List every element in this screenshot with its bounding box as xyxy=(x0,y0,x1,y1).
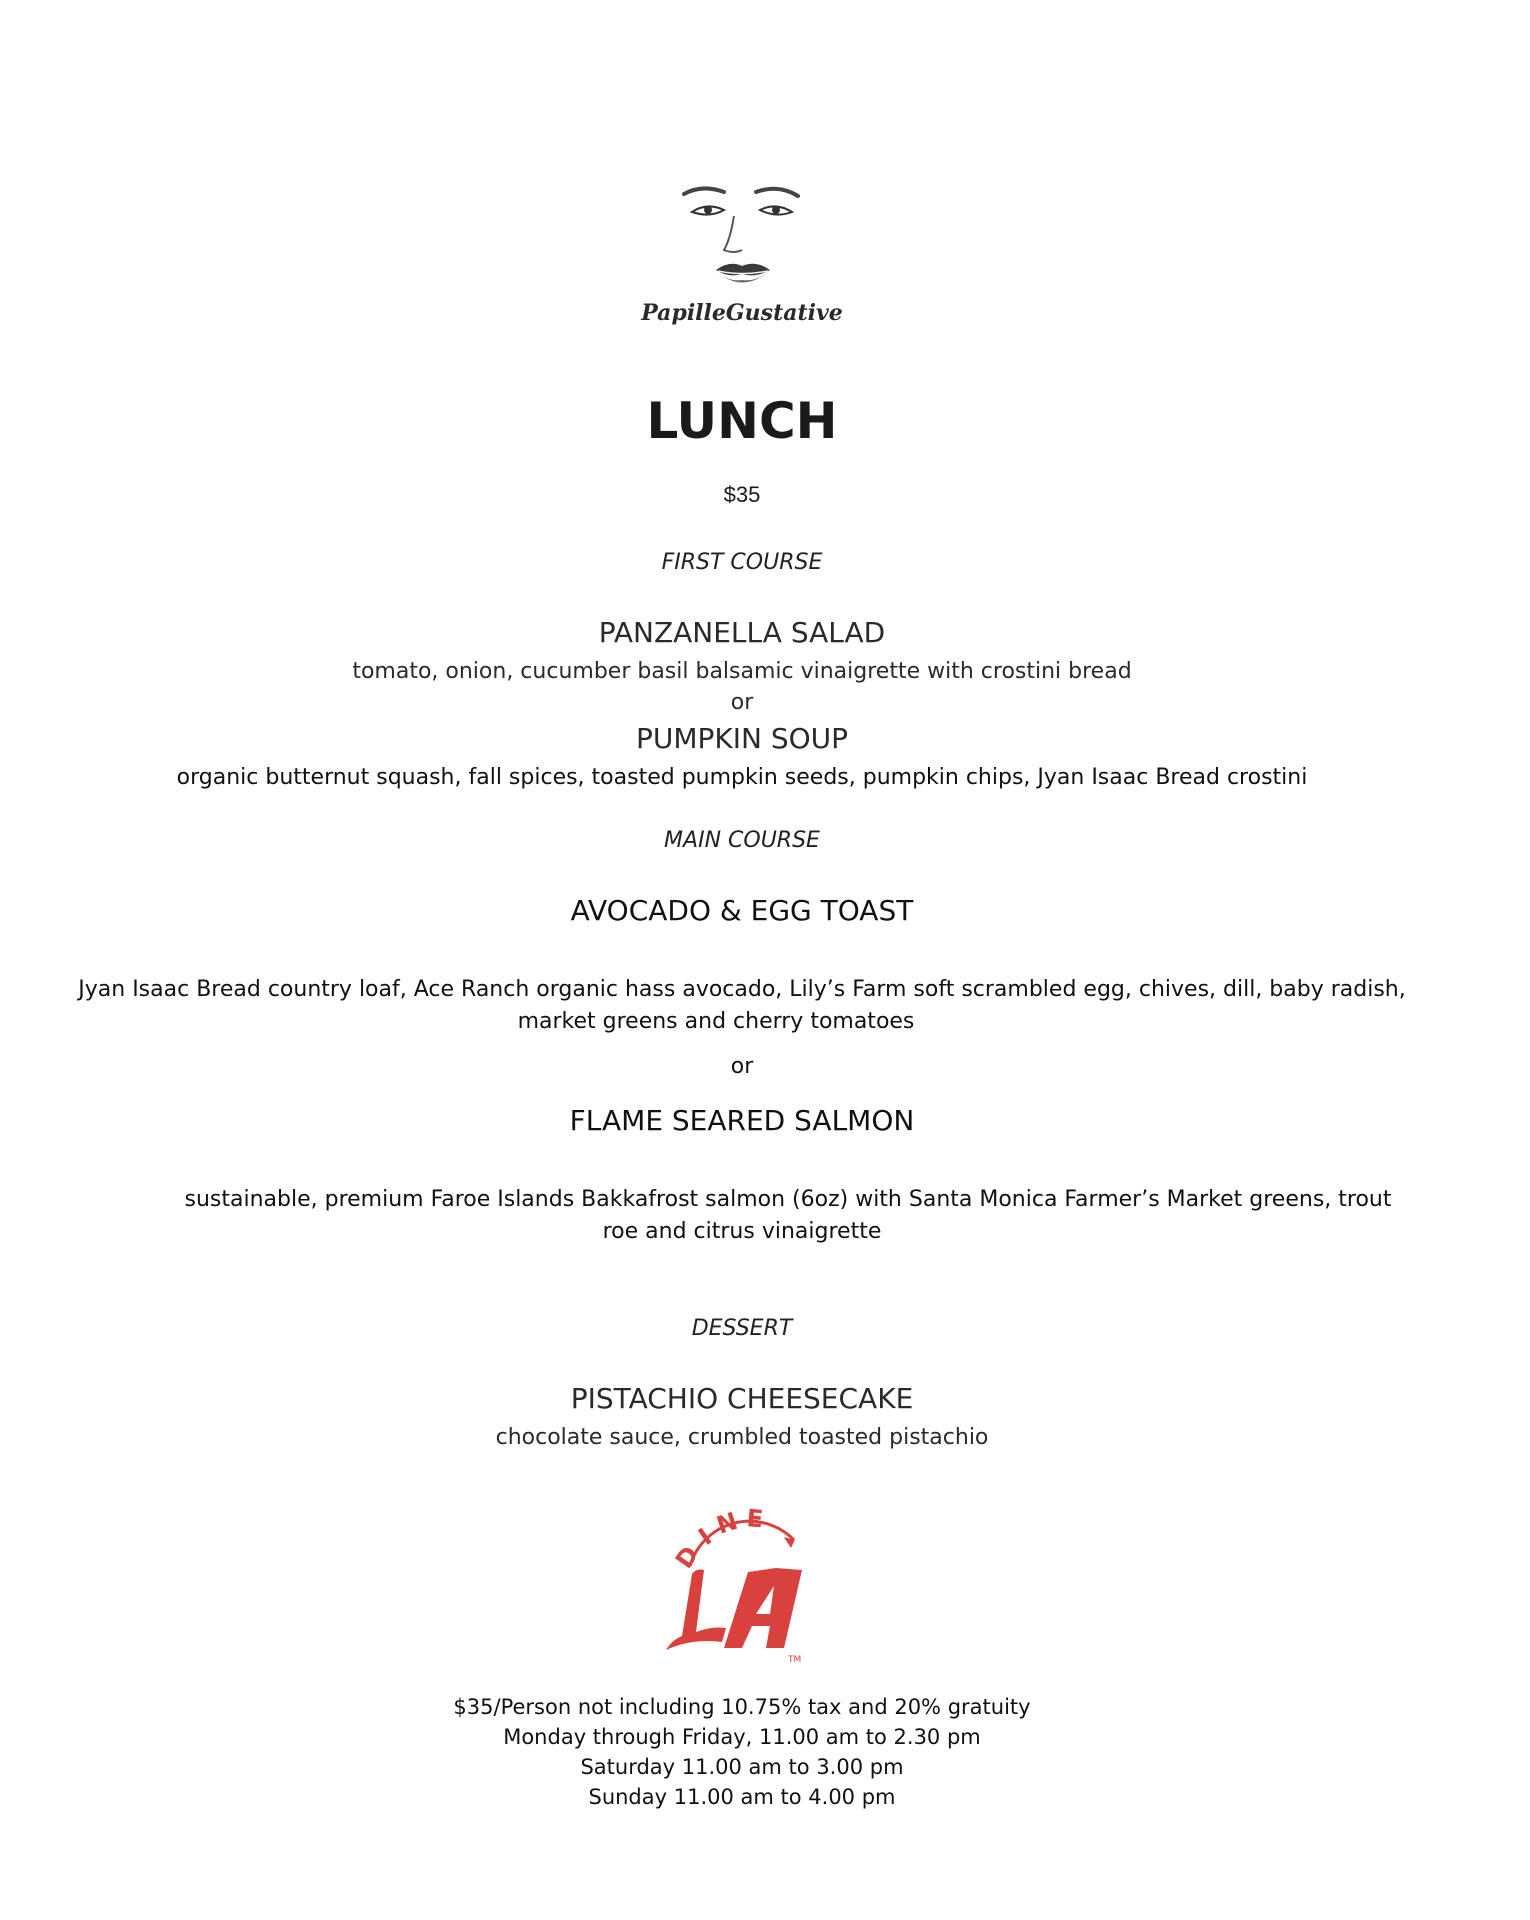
svg-text:I: I xyxy=(693,1522,717,1551)
dish-avocado-egg-toast: AVOCADO & EGG TOAST xyxy=(570,894,914,927)
first-course-or: or xyxy=(730,690,754,715)
footer-sunday-hours: Sunday 11.00 am to 4.00 pm xyxy=(588,1785,896,1809)
menu-title: LUNCH xyxy=(646,392,838,450)
main-course-label: MAIN COURSE xyxy=(664,828,820,853)
papille-gustative-logo xyxy=(641,182,843,340)
svg-text:TM: TM xyxy=(788,1655,802,1665)
footer-price-note: $35/Person not including 10.75% tax and 20% gratuity xyxy=(453,1695,1031,1719)
footer-weekday-hours: Monday through Friday, 11.00 am to 2.30 pm xyxy=(503,1725,981,1749)
menu-price: $35 xyxy=(723,482,761,507)
dish-salmon-desc-line1: sustainable, premium Faroe Islands Bakkafrost salmon (6oz) with Santa Monica Farmer’s Market greens, trout xyxy=(184,1187,1392,1212)
footer-saturday-hours: Saturday 11.00 am to 3.00 pm xyxy=(580,1755,904,1779)
svg-text:D: D xyxy=(669,1541,705,1574)
dessert-label: DESSERT xyxy=(691,1316,793,1341)
svg-text:E: E xyxy=(745,1504,765,1534)
dish-avocado-desc-line2: market greens and cherry tomatoes xyxy=(517,1009,915,1034)
dish-pumpkin-desc: organic butternut squash, fall spices, toasted pumpkin seeds, pumpkin chips, Jyan Isaac Bread crostini xyxy=(176,765,1308,790)
svg-text:N: N xyxy=(713,1506,741,1540)
logo-wordmark: PapilleGustative xyxy=(641,300,843,326)
main-course-or: or xyxy=(730,1054,754,1079)
dish-panzanella-desc: tomato, onion, cucumber basil balsamic vinaigrette with crostini bread xyxy=(352,659,1132,684)
dish-pumpkin-soup: PUMPKIN SOUP xyxy=(635,722,849,755)
dish-panzanella-salad: PANZANELLA SALAD xyxy=(598,616,886,649)
dish-avocado-desc-line1: Jyan Isaac Bread country loaf, Ace Ranch organic hass avocado, Lily’s Farm soft scrambled egg, chives, dill, baby radish, xyxy=(78,977,1406,1002)
dish-pistachio-cheesecake: PISTACHIO CHEESECAKE xyxy=(570,1382,914,1415)
dish-salmon-desc-line2: roe and citrus vinaigrette xyxy=(602,1219,882,1244)
dish-cheesecake-desc: chocolate sauce, crumbled toasted pistachio xyxy=(495,1425,989,1450)
first-course-label: FIRST COURSE xyxy=(661,550,823,575)
dine-la-logo xyxy=(652,1500,832,1668)
dish-flame-seared-salmon: FLAME SEARED SALMON xyxy=(569,1104,915,1137)
